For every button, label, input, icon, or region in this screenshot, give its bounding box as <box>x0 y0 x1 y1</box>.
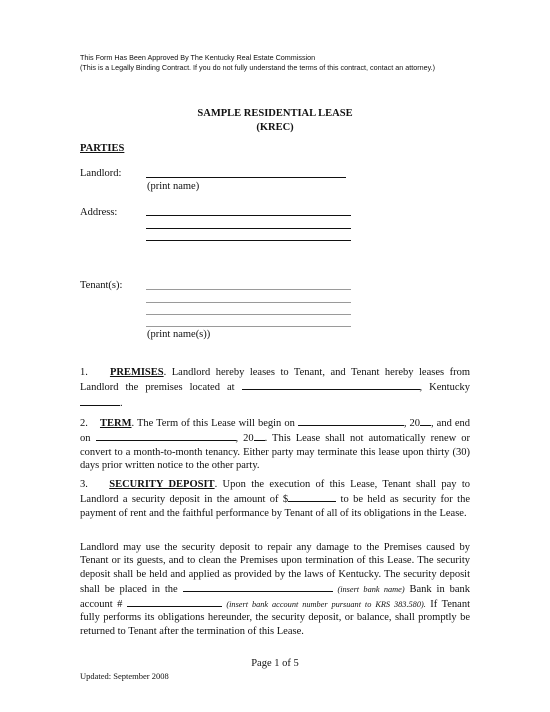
print-name-caption: (print name) <box>147 181 200 192</box>
approval-header <box>80 53 480 73</box>
tenant-line-1[interactable] <box>146 289 351 290</box>
term-text-1: . The Term of this Lease will begin on <box>131 418 295 429</box>
premises-address-field[interactable] <box>242 379 420 390</box>
bank-name-field[interactable] <box>183 581 333 592</box>
term-end-date-field[interactable] <box>96 430 236 441</box>
tenant-line-2[interactable] <box>146 302 351 303</box>
premises-extra-field[interactable] <box>80 395 120 406</box>
premises-text-2: , Kentucky <box>419 382 470 394</box>
deposit-number: 3. <box>80 479 88 490</box>
premises-section <box>80 366 470 410</box>
deposit-section <box>80 478 470 520</box>
premises-number: 1. <box>80 367 88 378</box>
landlord-name-field[interactable] <box>146 177 346 178</box>
term-text-2: , 20 <box>403 418 421 429</box>
address-label: Address: <box>80 207 118 218</box>
deposit-use-text-1: Landlord may use the security deposit to repair any damage to the Premises caused by Tenant or its guests, and to clean the Premises upon termination of this Lease. The security deposit shall be held and applied as provided by the laws of Kentucky. The security deposit shall be placed in the <box>80 542 470 595</box>
tenant-line-4[interactable] <box>146 326 351 327</box>
premises-text-1: . Landlord hereby leases to Tenant, and Tenant hereby leases from Landlord the premises located at <box>80 367 470 394</box>
deposit-use-text-3: If Tenant fully performs its obligations hereunder, the security deposit, or balance, shall promptly be returned to Tenant after the termination of this Lease. <box>80 599 471 637</box>
document-subtitle: (KREC) <box>256 122 294 133</box>
term-heading: TERM <box>99 418 132 429</box>
term-start-year-field[interactable] <box>420 415 431 426</box>
bank-account-note: (insert bank account number pursuant to KRS 383.580). <box>226 600 426 610</box>
bank-account-field[interactable] <box>127 596 222 607</box>
address-line-2[interactable] <box>146 228 351 229</box>
deposit-use-text-2: Bank in bank account # <box>80 583 471 611</box>
deposit-use-section <box>80 541 470 638</box>
term-text-3: , and end on <box>80 418 471 445</box>
deposit-text-2: to be held as security for the payment of rent and the faithful performance by Tenant of all of its obligations in the Lease. <box>80 494 470 519</box>
landlord-label: Landlord: <box>80 168 122 179</box>
deposit-heading: SECURITY DEPOSIT <box>109 479 215 490</box>
address-line-3[interactable] <box>146 240 351 241</box>
page-number: Page 1 of 5 <box>251 658 299 669</box>
bank-name-note: (insert bank name) <box>337 584 405 594</box>
term-end-year-field[interactable] <box>254 430 265 441</box>
term-number: 2. <box>80 418 88 429</box>
term-section <box>80 415 470 472</box>
premises-heading: PREMISES <box>109 367 164 378</box>
term-start-date-field[interactable] <box>298 415 404 426</box>
address-line-1[interactable] <box>146 215 351 216</box>
deposit-amount-field[interactable] <box>288 491 336 502</box>
term-text-4: , 20 <box>235 433 254 445</box>
tenants-label: Tenant(s): <box>80 280 123 291</box>
approval-text: This Form Has Been Approved By The Kentucky Real Estate Commission <box>80 53 316 62</box>
term-text-5: . This Lease shall not automatically renew or convert to a month-to-month tenancy. Either party may terminate this lease upon thirty (30) days prior written notice to the other party. <box>80 433 470 471</box>
premises-text-3: . <box>120 397 123 409</box>
document-title: SAMPLE RESIDENTIAL LEASE <box>197 108 353 119</box>
print-names-caption: (print name(s)) <box>147 329 211 340</box>
tenant-line-3[interactable] <box>146 314 351 315</box>
legal-note: (This is a Legally Binding Contract. If you do not fully understand the terms of this contract, contact an attorney.) <box>80 63 436 72</box>
updated-date: Updated: September 2008 <box>80 671 169 681</box>
deposit-text-1: . Upon the execution of this Lease, Tenant shall pay to Landlord a security deposit in the amount of $ <box>80 479 470 506</box>
parties-heading: PARTIES <box>80 143 125 154</box>
